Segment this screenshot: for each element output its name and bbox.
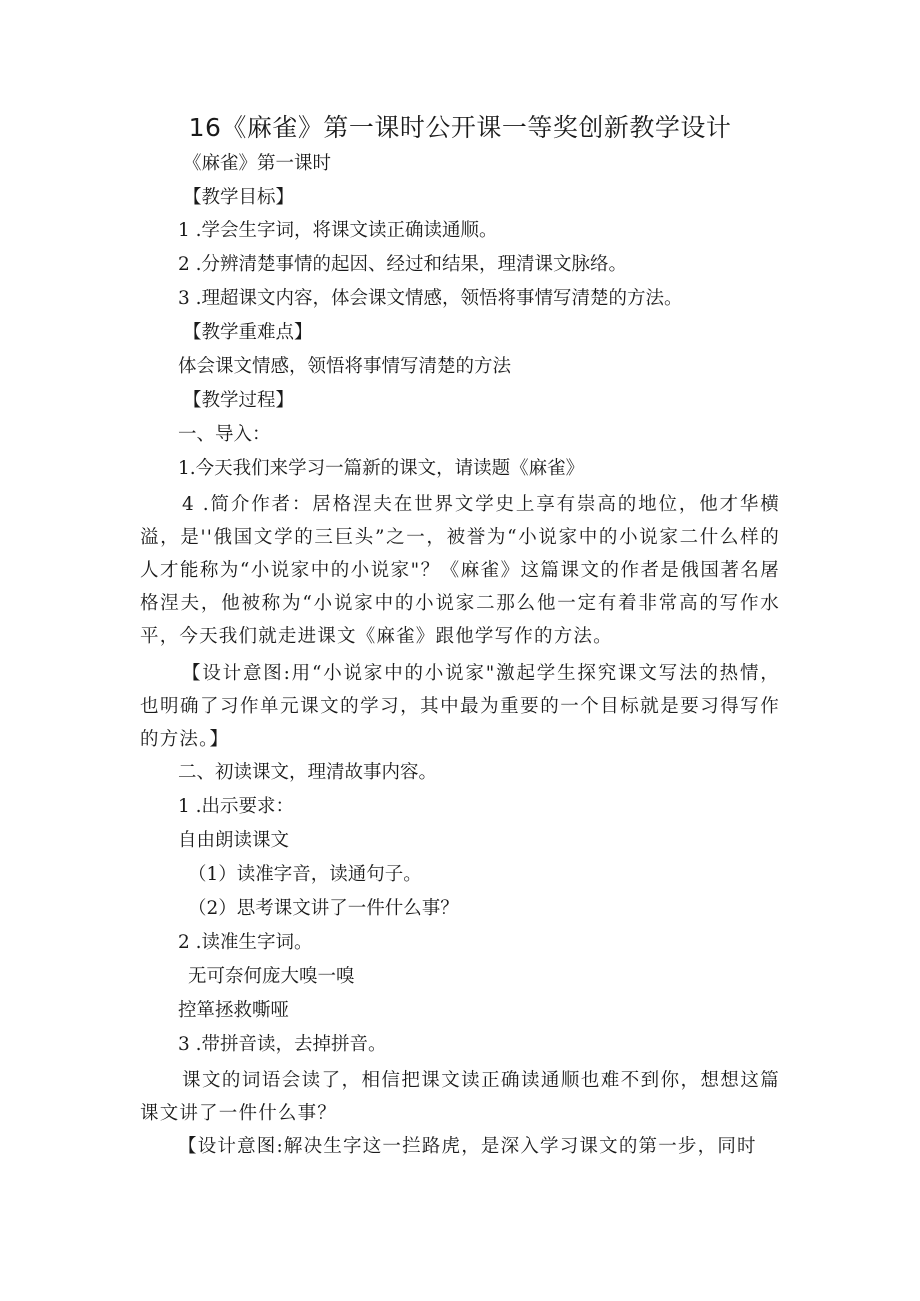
step-heading-first-reading: 二、初读课文，理清故事内容。 [178,762,438,783]
objective-item: 1 .学会生字词，将课文读正确读通顺。 [178,220,498,241]
reading-requirement-item: （1）读准字音，读通句子。 [188,864,422,885]
lesson-subtitle: 《麻雀》第一课时 [183,153,332,174]
pinyin-step: 3 .带拼音读，去掉拼音。 [178,1034,387,1055]
objective-item: 3 .理超课文内容，体会课文情感，领悟将事情写清楚的方法。 [178,288,683,309]
document-title: 16《麻雀》第一课时公开课一等奖创新教学设计 [188,113,732,142]
vocabulary-step: 2 .读准生字词。 [178,932,313,953]
section-heading-objectives: 【教学目标】 [183,187,295,208]
reading-instruction: 自由朗读课文 [178,830,290,851]
design-intent-note: 【设计意图:用“小说家中的小说家"激起学生探究课文写法的热情，也明确了习作单元课文的学习，其中最为重要的一个目标就是要习得写作的方法。】 [140,663,780,750]
section-heading-process: 【教学过程】 [183,390,295,411]
step-heading-intro: 一、导入： [178,424,271,445]
design-intent-note: 【设计意图:解决生字这一拦路虎，是深入学习课文的第一步，同时 [178,1136,757,1157]
reading-requirement-item: （2）思考课文讲了一件什么事？ [188,898,459,919]
vocabulary-words: 控箪拯救嘶哑 [178,1000,290,1021]
vocabulary-words: 无可奈何庞大嗅一嗅 [188,966,355,987]
reading-paragraph: 课文的词语会读了，相信把课文读正确读通顺也难不到你，想想这篇课文讲了一件什么事？ [140,1070,780,1124]
key-points-text: 体会课文情感，领悟将事情写清楚的方法 [178,356,512,377]
section-heading-key-points: 【教学重难点】 [183,322,313,343]
author-intro-paragraph: 4 .简介作者：居格涅夫在世界文学史上享有崇高的地位，他才华横溢，是''俄国文学的三巨头”之一，被誉为“小说家中的小说家二什么样的人才能称为“小说家中的小说家"？《麻雀》这篇课文的作者是俄国著名屠格涅夫，他被称为“小说家中的小说家二那么他一定有着非常高的写作水平，今天我们就走进课文《麻雀》跟他学写作的方法。 [140,494,780,647]
reading-requirement-label: 1 .出示要求： [178,796,295,817]
intro-step-1: 1.今天我们来学习一篇新的课文，请读题《麻雀》 [178,458,585,479]
objective-item: 2 .分辨清楚事情的起因、经过和结果，理清课文脉络。 [178,254,628,275]
